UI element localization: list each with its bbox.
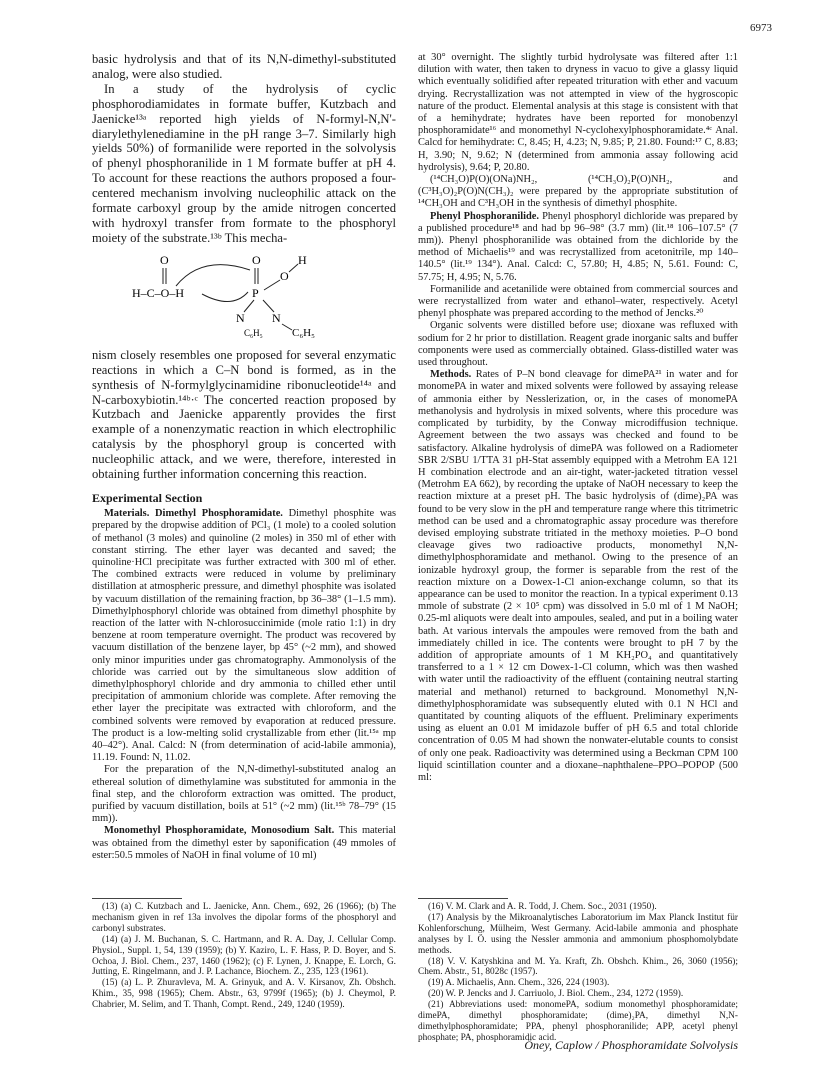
paragraph (418, 211, 738, 284)
paragraph (92, 825, 396, 862)
run-in-heading: Materials. Dimethyl Phosphoramidate. (104, 508, 283, 520)
phenyl-label-2: C₆H₅ (292, 326, 315, 339)
paragraph-text: Phenyl phosphoryl dichloride was prepared by a published procedure¹⁸ and had bp 96–98° (3.7 mm) (lit.¹⁸ 106–107.5° (7 mm)). Phenyl phosphoranilide was obtained from the dichloride by the method of Michaelis¹⁹ and was recrystallized from acetonitrile, mp 140–140.5° (lit.¹⁹ 134°). Anal. Calcd: C, 57.80; H, 4.85; N, 5.61. Found: C, 57.75; H, 4.95; N, 5.76. (418, 210, 738, 283)
right-column (418, 52, 738, 784)
phosphoryl-oxygen-label: O (252, 252, 261, 267)
paragraph: (¹⁴CH₃O)P(O)(ONa)NH₂, (¹⁴CH₃O)₂P(O)NH₂, and (C³H₃O)₂P(O)N(CH₃)₂ were prepared by the appropriate substitution of ¹⁴CH₃OH and C³H₃OH in the synthesis of dimethyl phosphite. (418, 174, 738, 210)
run-in-heading: Monomethyl Phosphoramidate, Monosodium Salt. (104, 825, 335, 837)
nitrogen-label-1: N (236, 310, 245, 325)
paragraph: Organic solvents were distilled before use; dioxane was refluxed with sodium for 2 hr prior to distillation. Reagent grade inorganic salts and buffer components were used as commercially obtained. Glass-distilled water was used throughout. (418, 320, 738, 369)
footnote-rule (418, 898, 508, 899)
mechanism-figure (92, 250, 396, 346)
footnote-rule (92, 898, 182, 899)
paragraph-text: Dimethyl phosphite was prepared by the dropwise addition of PCl₃ (1 mole) to a cooled solution of methanol (3 moles) and quinoline (2 moles) in 350 ml of ether with constant stirring. The ether layer was decanted and saved; the quinoline·HCl precipitate was further extracted with 300 ml of ether. The combined extracts were reduced in volume by preliminary distillation at atmospheric pressure, and dimethyl phosphite was isolated by vacuum distillation of the remaining fraction, bp 36–38° (1–1.5 mm). Dimethylphosphoryl chloride was obtained from dimethyl phosphite by reaction of the latter with N-chlorosuccinimide (mole ratio 1:1) in dry benzene at room temperature overnight. The product was recovered by vacuum distillation of the benzene layer, bp 45° (~2 mm), and showed only minor impurities under gas chromatography. Ammonolysis of the chloride was carried out by the simultaneous slow addition of dimethylphosphoryl chloride and dry ammonia to chilled ether until precipitation of ammonium chloride was complete. After removing the ether layer the precipitate was extracted with chloroform, and the combined solvents were removed by evaporation at reduced pressure. The product is a low-melting solid crystallizable from ether (lit.¹⁵ᵃ mp 40–42°). Anal. Calcd: N (from determination of acid-labile ammonia), 11.19. Found: N, 11.02. (92, 508, 396, 764)
footnote: (18) V. V. Katyshkina and M. Ya. Kraft, Zh. Obshch. Khim., 26, 3060 (1956); Chem. Abstr., 51, 8028c (1957). (418, 956, 738, 978)
paragraph-text: Rates of P–N bond cleavage for dimePA²¹ in water and for monomePA in water and mixed solvents were followed by assaying release of ammonia either by Nesslerization, or, in the cases of monomePA methanolysis and hydrolysis in mixed solvents, where this procedure was complicated by turbidity, by the Conway microdiffusion technique. Agreement between the two assays was checked and found to be satisfactory. Alkaline hydrolysis of dimePA was followed on a Radiometer SBR 2/SBU 1/TTA 31 pH-Stat assembly equipped with a Metrohm EA 121 H combination electrode and an air-tight, water-jacketed titration vessel (Metrohm EA 662), by recording the uptake of NaOH necessary to keep the reaction mixture at a preset pH. The basic hydrolysis of (dime)₂PA was found to be very slow in the pH and temperature range where this titrimetric method can be used and a chromatographic assay procedure was therefore devised employing substrate tritiated in the methoxy moieties. P–O bond cleavage gives two radioactive products, monomethyl N,N-dimethylphosphoramidate and methanol. Owing to the presence of an ionizable hydroxyl group, the former is separable from the rest of the reaction mixture on a Dowex-1-Cl anion-exchange column, so that its appearance can be used to monitor the reaction. In a typical experiment 0.13 mmole of substrate (2 × 10⁵ cpm) was dissolved in 5.0 ml of 1 M NaOH; 0.25-ml aliquots were dealt into ampoules, sealed, and put in a boiling water bath. At various intervals the ampoules were removed from the bath and immediately chilled in ice. The contents were brought to pH 7 by the addition of appropriate amounts of 1 M KH₂PO₄ and quantitatively transferred to a 1 × 12 cm Dowex-1-Cl column, which was then washed with water until the radioactivity of the effluent (containing neutral starting material and methanol) returned to background. Monomethyl N,N-dimethylphosphoramidate was subsequently eluted with 0.1 N HCl and quantitated by counting aliquots of the effluent. Preliminary experiments using as eluent an 0.01 M imidazole buffer of pH 6.5 and total chloride concentration of 0.05 M had shown the nonwater-elutable counts to consist of only one peak. Radioactivity was determined using a Beckman CPM 100 liquid scintillation counter and a dioxane–naphthalene–PPO–POPOP (500 ml: (418, 369, 738, 783)
footnote: (19) A. Michaelis, Ann. Chem., 326, 224 (1903). (428, 978, 610, 989)
running-footer: Öney, Caplow / Phosphoramidate Solvolysis (524, 1038, 738, 1052)
paragraph (92, 508, 396, 764)
footnote: (14) (a) J. M. Buchanan, S. C. Hartmann, and R. A. Day, J. Cellular Comp. Physiol., Suppl. 1, 54, 139 (1959); (b) Y. Kaziro, L. F. Hass, P. D. Boyer, and S. Ochoa, J. Biol. Chem., 237, 1460 (1962); (c) F. Lynen, J. Knappe, E. Lorch, G. Jutting, E. Ringelmann, and J. P. Lachance, Biochem. Z., 235, 123 (1961). (92, 934, 396, 978)
formate-oxygen-label: O (160, 252, 169, 267)
footnotes-right (418, 902, 738, 1044)
footnote: (21) Abbreviations used: monomePA, sodium monomethyl phosphoramidate; dimePA, dimethyl phosphoramidate; (dime)₂PA, dimethyl N,N-dimethylphosphoramidate; PPA, phenyl phosphoranilide; APP, acetyl phenyl phosphate; PA, phosphoramidic acid. (418, 1000, 738, 1043)
footnote: (15) (a) L. P. Zhuravleva, M. A. Grinyuk, and A. V. Kirsanov, Zh. Obshch. Khim., 35, 998 (1965); Chem. Abstr., 63, 9799f (1965); (b) J. Cheymol, P. Chabrier, M. Selim, and T. Thanh, Compt. Rend., 249, 1240 (1959). (92, 978, 396, 1011)
paragraph (418, 369, 738, 784)
formate-label: H–C–O–H (132, 285, 185, 300)
paragraph: For the preparation of the N,N-dimethyl-substituted analog an ethereal solution of dimethylamine was substituted for ammonia in the final step, and the chloroform extraction was omitted. The product, purified by vacuum distillation, boils at 51° (~2 mm) (lit.¹⁵ᵇ 78–79° (15 mm)). (92, 764, 396, 825)
phosphorus-label: P (252, 285, 259, 300)
paragraph: Formanilide and acetanilide were obtained from commercial sources and were recrystallized from water and ethanol–water, respectively. Acetyl phenyl phosphate was prepared according to the method of Jencks.²⁰ (418, 283, 738, 320)
footnote: (13) (a) C. Kutzbach and L. Jaenicke, Ann. Chem., 692, 26 (1966); (b) The mechanism given in ref 13a involves the dipolar forms of the phosphoryl and carbonyl substrates. (92, 902, 396, 934)
paragraph-text: This material was obtained from the dimethyl ester by saponification (49 mmoles of ester:50.5 mmoles of NaOH in final volume of 10 ml) (92, 825, 396, 861)
mechanism-diagram (132, 250, 352, 346)
section-heading: Experimental Section (92, 490, 203, 505)
paragraph: nism closely resembles one proposed for several enzymatic reactions in which a C–N bond is formed, as in the synthesis of N-formylglycinamidine ribonucleotide¹⁴ᵃ and N-carboxybiotin.¹⁴ᵇ·ᶜ The concerted reaction proposed by Kutzbach and Jaenicke apparently provides the first example of a nonenzymatic reaction in which electrophilic catalysis by the phosphoryl group is concerted with nucleophilic attack, and we were, therefore, interested in obtaining further information concerning this reaction. (92, 347, 396, 482)
nitrogen-label-2: N (272, 310, 281, 325)
footnote: (16) V. M. Clark and A. R. Todd, J. Chem. Soc., 2031 (1950). (428, 902, 657, 912)
left-column (92, 52, 396, 862)
paragraph: basic hydrolysis and that of its N,N-dimethyl-substituted analog, were also studied. (92, 52, 396, 81)
phenyl-label-1: C₆H₅ (244, 327, 263, 338)
footnote: (17) Analysis by the Mikroanalytisches Laboratorium im Max Planck Institut für Kohlenforschung, Mülheim, West Germany. Acid-labile ammonia and phosphate analyses by I. Ö. using the Nessler ammonia and ammonium phosphomolybdate methods. (418, 912, 738, 956)
hydrogen-label: H (298, 252, 307, 267)
footnotes-left (92, 902, 396, 1011)
paragraph: In a study of the hydrolysis of cyclic phosphorodiamidates in formate buffer, Kutzbach and Jaenicke¹³ᵃ reported high yields of N-formyl-N,N'-diarylethylenediamine in the pH range 3–7. Similarly high yields 50%) of formanilide were reported in the solvolysis of phenyl phosphoranilide in 1 M formate buffer at pH 4. To account for these reactions the authors proposed a four-centered mechanism involving nucleophilic attack on the formate carboxyl group by the amide nitrogen concerted with hydroxyl transfer from formate to the phosphoryl moiety of the substrate.¹³ᵇ This mecha- (92, 81, 396, 245)
phenoxy-oxygen-label: O (280, 268, 289, 283)
run-in-heading: Methods. (430, 369, 472, 381)
page-number: 6973 (750, 22, 772, 34)
run-in-heading: Phenyl Phosphoranilide. (430, 210, 540, 222)
footnote: (20) W. P. Jencks and J. Carriuolo, J. Biol. Chem., 234, 1272 (1959). (428, 989, 684, 1000)
paragraph: at 30° overnight. The slightly turbid hydrolysate was filtered after 1:1 dilution with water, then taken to dryness in vacuo to give a glassy liquid which eventually solidified after repeated trituration with ether and vacuum drying. Recrystallization was not attempted in view of the hygroscopic nature of the product. Elemental analysis at this stage is consistent with that of a hemihydrate; hydrates have been reported for monobenzyl phosphoramidate¹⁶ and monomethyl N-cyclohexylphosphoramidate.⁴ᶜ Anal. Calcd for hemihydrate: C, 8.45; H, 4.23; N, 9.85; P, 21.80. Found:¹⁷ C, 8.83; H, 3.90; N, 9.62; N (determined from ammonia assay following acid hydrolysis), 9.64; P, 20.80. (418, 52, 738, 173)
